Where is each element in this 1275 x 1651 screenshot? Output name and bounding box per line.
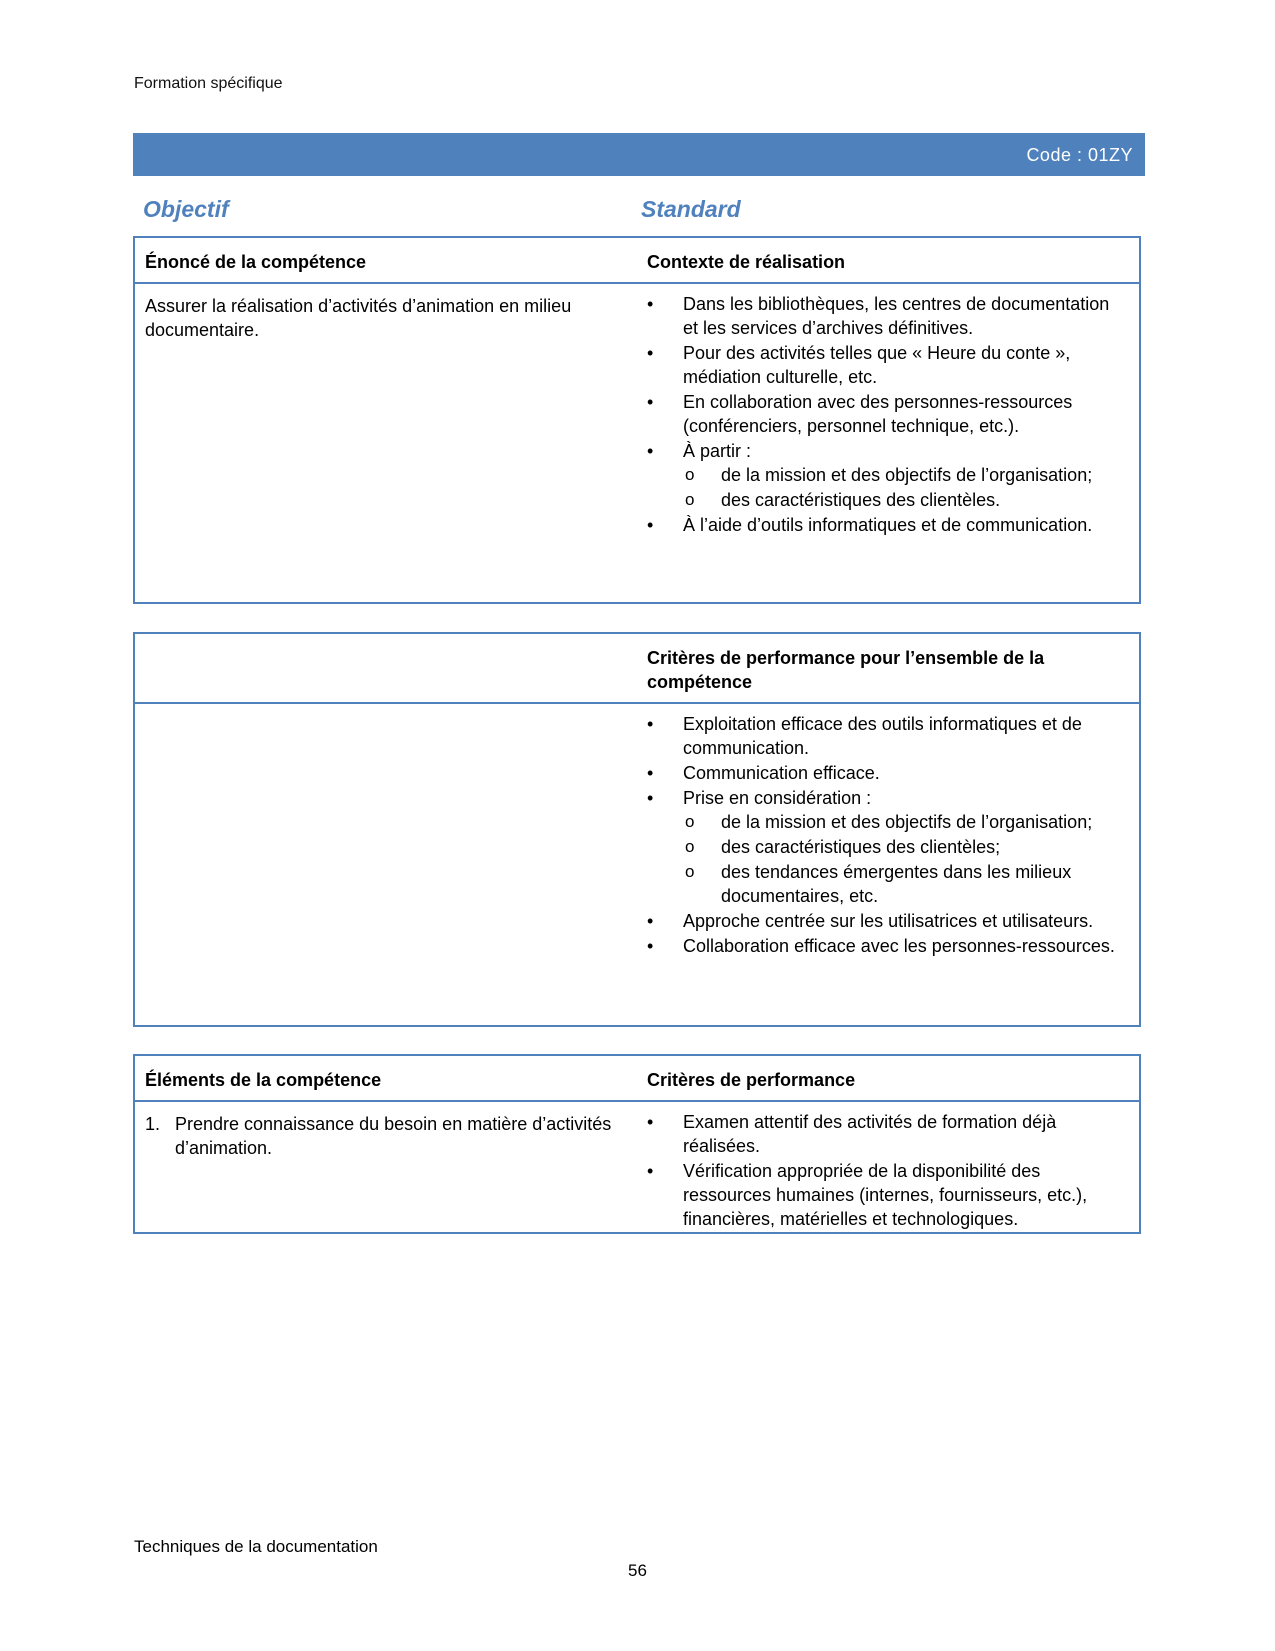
list-item: • Approche centrée sur les utilisatrices et utilisateurs. <box>647 909 1129 933</box>
list-item-label: Prise en considération : <box>683 788 872 808</box>
table-header <box>135 1056 1139 1102</box>
footer-program: Techniques de la documentation <box>134 1537 378 1556</box>
list-item: • Communication efficace. <box>647 761 1129 785</box>
list-item: • Vérification appropriée de la disponibilité des ressources humaines (internes, fournisseurs, etc.), financières, matérielles et technologiques. <box>647 1159 1129 1231</box>
list-item: • Exploitation efficace des outils informatiques et de communication. <box>647 712 1129 760</box>
table-header <box>135 238 1139 284</box>
list-item: • À l’aide d’outils informatiques et de communication. <box>647 513 1129 537</box>
sub-list-item: o des caractéristiques des clientèles; <box>683 835 1129 859</box>
list-item <box>647 786 1129 908</box>
list-item: • Pour des activités telles que « Heure du conte », médiation culturelle, etc. <box>647 341 1129 389</box>
running-header: Formation spécifique <box>134 75 283 92</box>
element-number: 1. <box>145 1114 161 1134</box>
code-bar <box>133 133 1145 176</box>
competency-code: Code : 01ZY <box>1026 145 1133 165</box>
statement-header: Énoncé de la compétence <box>145 252 367 272</box>
context-list <box>647 292 1129 538</box>
element-text: Prendre connaissance du besoin en matière d’activités d’animation. <box>175 1114 612 1158</box>
sub-list-item: o des tendances émergentes dans les milieux documentaires, etc. <box>683 860 1129 908</box>
list-item-label: À partir : <box>683 441 752 461</box>
table-header <box>135 634 1139 704</box>
criteria-header: Critères de performance <box>647 1070 856 1090</box>
page-number: 56 <box>628 1561 647 1580</box>
elements-table <box>133 1054 1141 1234</box>
sub-list-item: o des caractéristiques des clientèles. <box>683 488 1129 512</box>
sub-list-item: o de la mission et des objectifs de l’organisation; <box>683 463 1129 487</box>
overall-criteria-list <box>647 712 1129 959</box>
overall-criteria-header: Critères de performance pour l’ensemble de la compétence <box>647 648 1045 692</box>
list-item: • Examen attentif des activités de formation déjà réalisées. <box>647 1110 1129 1158</box>
competency-statement-table <box>133 236 1141 604</box>
competency-element <box>145 1112 615 1160</box>
section-objectif: Objectif <box>143 196 229 222</box>
list-item: • Collaboration efficace avec les personnes-ressources. <box>647 934 1129 958</box>
list-item: • Dans les bibliothèques, les centres de documentation et les services d’archives définitives. <box>647 292 1129 340</box>
context-header: Contexte de réalisation <box>647 252 846 272</box>
list-item: • En collaboration avec des personnes-ressources (conférenciers, personnel technique, etc.). <box>647 390 1129 438</box>
section-standard: Standard <box>641 196 741 222</box>
overall-performance-table <box>133 632 1141 1027</box>
sub-list-item: o de la mission et des objectifs de l’organisation; <box>683 810 1129 834</box>
criteria-list <box>647 1110 1129 1232</box>
competency-statement: Assurer la réalisation d’activités d’animation en milieu documentaire. <box>145 296 572 340</box>
list-item <box>647 439 1129 512</box>
elements-header: Éléments de la compétence <box>145 1070 382 1090</box>
